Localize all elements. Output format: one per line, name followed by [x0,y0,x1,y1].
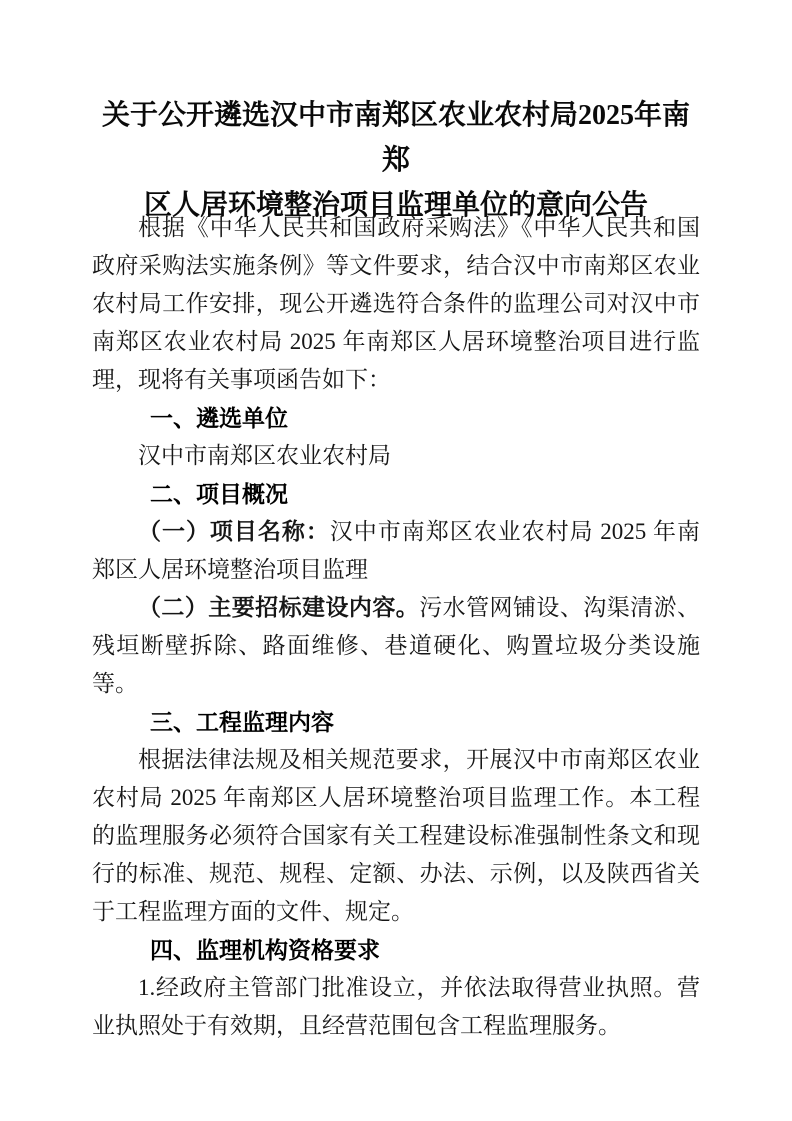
document-title [92,93,700,228]
section-heading-9: 四、监理机构资格要求 [150,937,380,963]
body-paragraph-1 [92,209,700,399]
section-heading-7: 三、工程监理内容 [150,709,334,735]
text-run: 根据《中华人民共和国政府采购法》《中华人民共和国政府采购法实施条例》等文件要求，结合汉中市南郑区农业农村局工作安排，现公开遴选符合条件的监理公司对汉中市南郑区农业农村局 2025 年南郑区人居环境整治项目进行监理，现将有关事项函告如下： [92,215,700,392]
section-heading-2: 一、遴选单位 [150,405,288,431]
body-paragraph-5 [92,513,700,589]
body-paragraph-8 [92,741,700,931]
list-item-label: （一）项目名称： [138,519,330,544]
document-title-line-1: 关于公开遴选汉中市南郑区农业农村局2025年南郑 [101,100,690,176]
document-title-line-2: 区人居环境整治项目监理单位的意向公告 [143,190,648,221]
body-paragraph-3 [92,437,700,475]
body-paragraph-6 [92,589,700,703]
text-run: 汉中市南郑区农业农村局 [138,443,391,468]
body-paragraph-10 [92,969,700,1045]
text-run: 1.经政府主管部门批准设立，并依法取得营业执照。营业执照处于有效期，且经营范围包含工程监理服务。 [92,975,700,1038]
text-run: 根据法律法规及相关规范要求，开展汉中市南郑区农业农村局 2025 年南郑区人居环境整治项目监理工作。本工程的监理服务必须符合国家有关工程建设标准强制性条文和现行的标准、规范、规程、定额、办法、示例，以及陕西省关于工程监理方面的文件、规定。 [92,747,700,924]
text-run: 汉中市南郑区农业农村局 2025 年南郑区人居环境整治项目监理 [92,519,701,582]
document-body [92,209,700,1045]
list-item-label: （二）主要招标建设内容。 [138,595,420,620]
section-heading-4: 二、项目概况 [150,481,288,507]
text-run: 污水管网铺设、沟渠清淤、残垣断壁拆除、路面维修、巷道硬化、购置垃圾分类设施等。 [92,595,701,696]
